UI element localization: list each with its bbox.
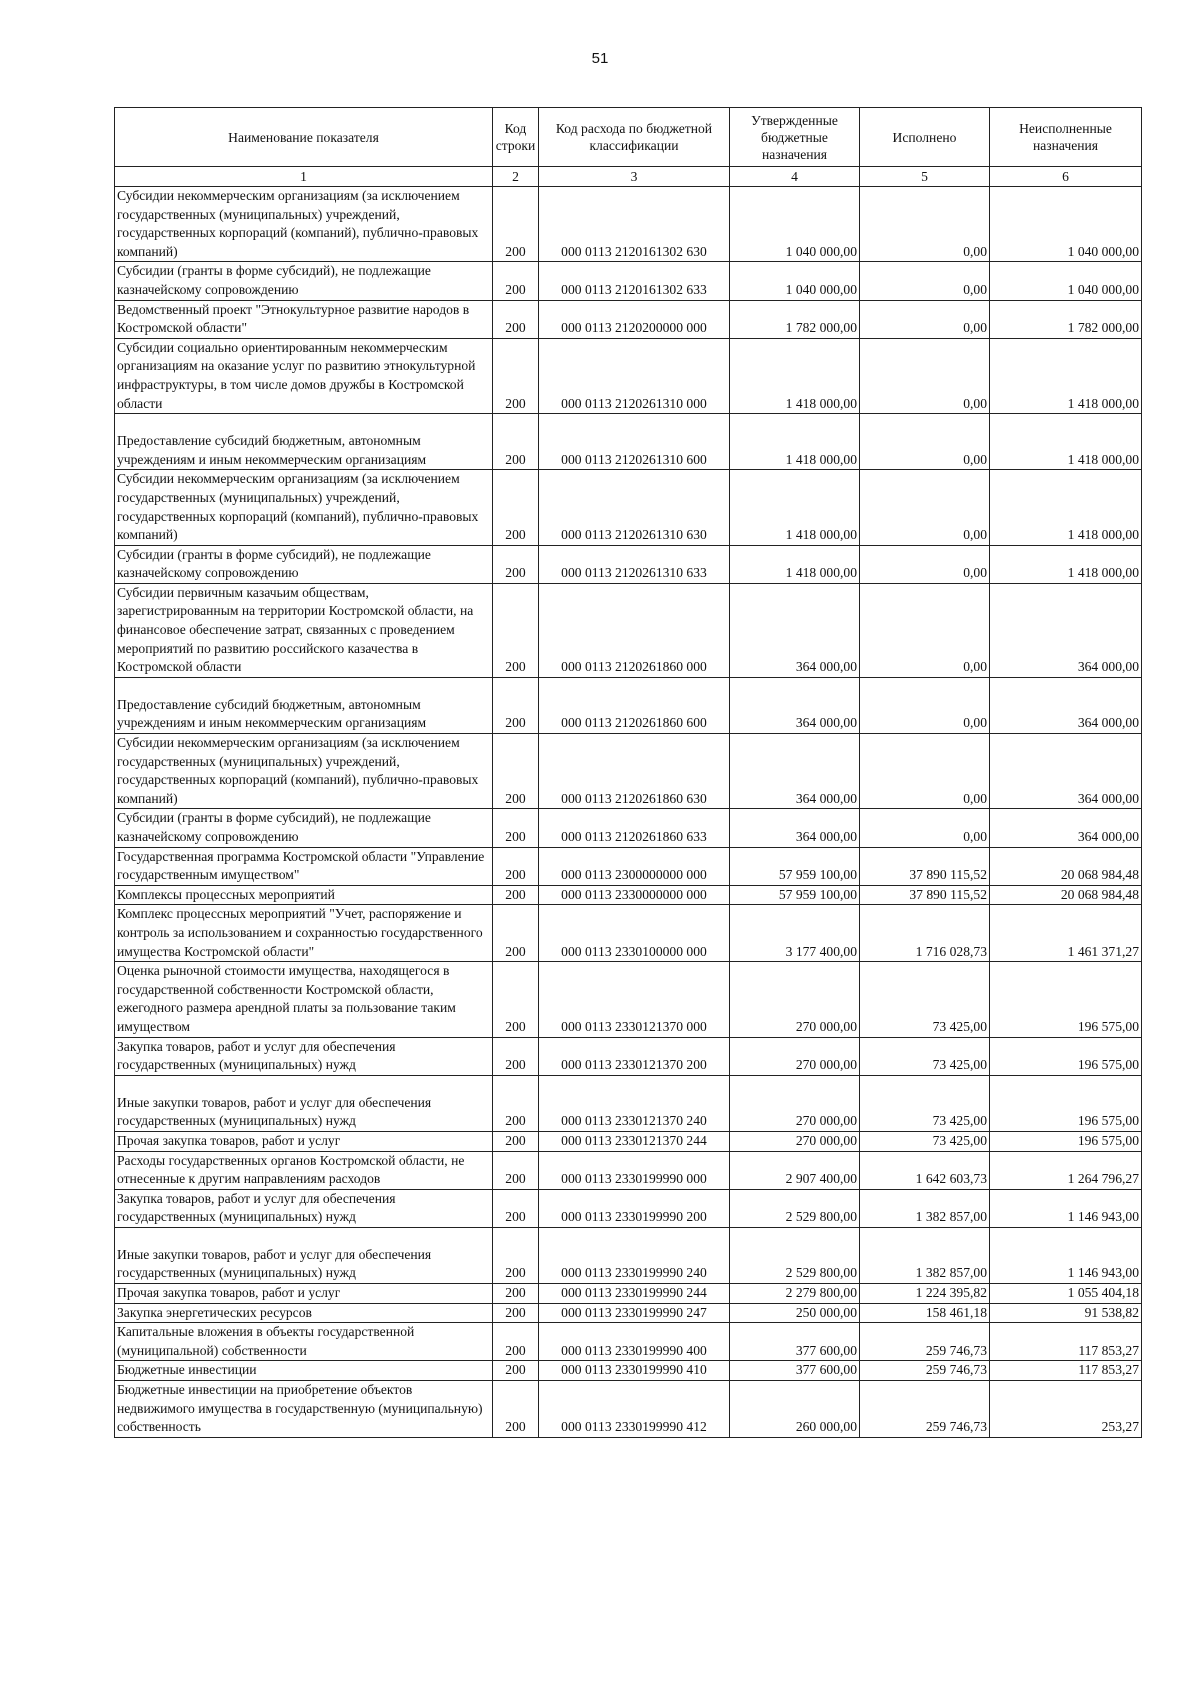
cell-indicator-name: Комплексы процессных мероприятий bbox=[115, 885, 493, 905]
cell-executed: 0,00 bbox=[860, 338, 990, 413]
cell-approved: 250 000,00 bbox=[730, 1303, 860, 1323]
cell-expense-code: 000 0113 2330199990 412 bbox=[539, 1381, 730, 1438]
cell-indicator-name: Предоставление субсидий бюджетным, автономным учреждениям и иным некоммерческим организациям bbox=[115, 677, 493, 733]
cell-approved: 377 600,00 bbox=[730, 1323, 860, 1361]
cell-approved: 270 000,00 bbox=[730, 962, 860, 1037]
cell-approved: 1 418 000,00 bbox=[730, 470, 860, 545]
table-row bbox=[115, 187, 1142, 262]
cell-unexecuted: 1 418 000,00 bbox=[990, 470, 1142, 545]
cell-expense-code: 000 0113 2300000000 000 bbox=[539, 847, 730, 885]
cell-approved: 2 529 800,00 bbox=[730, 1227, 860, 1283]
cell-line-code: 200 bbox=[493, 1323, 539, 1361]
cell-approved: 1 418 000,00 bbox=[730, 545, 860, 583]
table-row bbox=[115, 962, 1142, 1037]
cell-expense-code: 000 0113 2120161302 633 bbox=[539, 262, 730, 300]
table-row bbox=[115, 1189, 1142, 1227]
cell-line-code: 200 bbox=[493, 414, 539, 470]
cell-executed: 37 890 115,52 bbox=[860, 885, 990, 905]
cell-expense-code: 000 0113 2120261860 630 bbox=[539, 734, 730, 809]
cell-executed: 0,00 bbox=[860, 545, 990, 583]
cell-indicator-name: Капитальные вложения в объекты государственной (муниципальной) собственности bbox=[115, 1323, 493, 1361]
table-row bbox=[115, 905, 1142, 962]
cell-approved: 364 000,00 bbox=[730, 677, 860, 733]
cell-unexecuted: 1 418 000,00 bbox=[990, 414, 1142, 470]
cell-unexecuted: 1 146 943,00 bbox=[990, 1189, 1142, 1227]
cell-unexecuted: 196 575,00 bbox=[990, 962, 1142, 1037]
cell-approved: 377 600,00 bbox=[730, 1361, 860, 1381]
cell-unexecuted: 1 146 943,00 bbox=[990, 1227, 1142, 1283]
cell-indicator-name: Закупка товаров, работ и услуг для обеспечения государственных (муниципальных) нужд bbox=[115, 1189, 493, 1227]
cell-executed: 73 425,00 bbox=[860, 1131, 990, 1151]
column-number: 5 bbox=[860, 167, 990, 187]
cell-unexecuted: 1 782 000,00 bbox=[990, 300, 1142, 338]
cell-indicator-name: Субсидии первичным казачьим обществам, зарегистрированным на территории Костромской области, на финансовое обеспечение затрат, связанных с проведением мероприятий по развитию российского казачества в Костромской области bbox=[115, 583, 493, 677]
header-line-code: Код строки bbox=[493, 108, 539, 167]
cell-executed: 37 890 115,52 bbox=[860, 847, 990, 885]
column-number: 1 bbox=[115, 167, 493, 187]
cell-indicator-name: Комплекс процессных мероприятий "Учет, распоряжение и контроль за использованием и сохранностью государственного имущества Костромской области" bbox=[115, 905, 493, 962]
cell-unexecuted: 364 000,00 bbox=[990, 677, 1142, 733]
cell-indicator-name: Субсидии (гранты в форме субсидий), не подлежащие казначейскому сопровождению bbox=[115, 545, 493, 583]
table-row bbox=[115, 734, 1142, 809]
cell-line-code: 200 bbox=[493, 677, 539, 733]
cell-expense-code: 000 0113 2120261860 633 bbox=[539, 809, 730, 847]
table-row bbox=[115, 1381, 1142, 1438]
cell-indicator-name: Предоставление субсидий бюджетным, автономным учреждениям и иным некоммерческим организациям bbox=[115, 414, 493, 470]
cell-expense-code: 000 0113 2120261310 600 bbox=[539, 414, 730, 470]
cell-executed: 1 224 395,82 bbox=[860, 1284, 990, 1304]
cell-executed: 259 746,73 bbox=[860, 1381, 990, 1438]
cell-approved: 2 907 400,00 bbox=[730, 1151, 860, 1189]
cell-line-code: 200 bbox=[493, 1189, 539, 1227]
table-row bbox=[115, 885, 1142, 905]
cell-executed: 0,00 bbox=[860, 677, 990, 733]
table-row bbox=[115, 1323, 1142, 1361]
cell-expense-code: 000 0113 2330199990 400 bbox=[539, 1323, 730, 1361]
page-number: 51 bbox=[591, 50, 609, 67]
cell-expense-code: 000 0113 2120261860 000 bbox=[539, 583, 730, 677]
header-expense-code: Код расхода по бюджетной классификации bbox=[539, 108, 730, 167]
cell-indicator-name: Оценка рыночной стоимости имущества, находящегося в государственной собственности Костромской области, ежегодного размера арендной платы за пользование таким имуществом bbox=[115, 962, 493, 1037]
cell-approved: 364 000,00 bbox=[730, 583, 860, 677]
cell-line-code: 200 bbox=[493, 905, 539, 962]
cell-indicator-name: Субсидии социально ориентированным некоммерческим организациям на оказание услуг по развитию этнокультурной инфраструктуры, в том числе домов дружбы в Костромской области bbox=[115, 338, 493, 413]
cell-expense-code: 000 0113 2330199990 240 bbox=[539, 1227, 730, 1283]
cell-unexecuted: 91 538,82 bbox=[990, 1303, 1142, 1323]
cell-executed: 0,00 bbox=[860, 414, 990, 470]
cell-executed: 1 382 857,00 bbox=[860, 1227, 990, 1283]
table-row bbox=[115, 1303, 1142, 1323]
cell-indicator-name: Субсидии некоммерческим организациям (за исключением государственных (муниципальных) учреждений, государственных корпораций (компаний), публично-правовых компаний) bbox=[115, 734, 493, 809]
table-row bbox=[115, 1361, 1142, 1381]
cell-approved: 57 959 100,00 bbox=[730, 885, 860, 905]
cell-unexecuted: 117 853,27 bbox=[990, 1323, 1142, 1361]
cell-indicator-name: Прочая закупка товаров, работ и услуг bbox=[115, 1131, 493, 1151]
table-row bbox=[115, 1227, 1142, 1283]
cell-line-code: 200 bbox=[493, 1381, 539, 1438]
cell-unexecuted: 1 418 000,00 bbox=[990, 338, 1142, 413]
cell-expense-code: 000 0113 2330199990 244 bbox=[539, 1284, 730, 1304]
table-row bbox=[115, 1151, 1142, 1189]
column-number-row bbox=[115, 167, 1142, 187]
cell-indicator-name: Иные закупки товаров, работ и услуг для обеспечения государственных (муниципальных) нужд bbox=[115, 1075, 493, 1131]
cell-expense-code: 000 0113 2330121370 240 bbox=[539, 1075, 730, 1131]
cell-indicator-name: Субсидии (гранты в форме субсидий), не подлежащие казначейскому сопровождению bbox=[115, 262, 493, 300]
cell-unexecuted: 196 575,00 bbox=[990, 1075, 1142, 1131]
table-row bbox=[115, 300, 1142, 338]
cell-unexecuted: 364 000,00 bbox=[990, 734, 1142, 809]
cell-expense-code: 000 0113 2120261310 630 bbox=[539, 470, 730, 545]
cell-executed: 0,00 bbox=[860, 470, 990, 545]
cell-unexecuted: 1 461 371,27 bbox=[990, 905, 1142, 962]
cell-executed: 73 425,00 bbox=[860, 962, 990, 1037]
cell-line-code: 200 bbox=[493, 262, 539, 300]
cell-approved: 364 000,00 bbox=[730, 809, 860, 847]
cell-line-code: 200 bbox=[493, 1361, 539, 1381]
cell-unexecuted: 196 575,00 bbox=[990, 1037, 1142, 1075]
cell-approved: 1 418 000,00 bbox=[730, 338, 860, 413]
cell-line-code: 200 bbox=[493, 734, 539, 809]
column-number: 6 bbox=[990, 167, 1142, 187]
table-header-row bbox=[115, 108, 1142, 167]
table-body bbox=[115, 187, 1142, 1438]
cell-unexecuted: 1 264 796,27 bbox=[990, 1151, 1142, 1189]
cell-executed: 0,00 bbox=[860, 300, 990, 338]
cell-expense-code: 000 0113 2120200000 000 bbox=[539, 300, 730, 338]
cell-executed: 73 425,00 bbox=[860, 1037, 990, 1075]
table-row bbox=[115, 470, 1142, 545]
cell-line-code: 200 bbox=[493, 1037, 539, 1075]
cell-approved: 3 177 400,00 bbox=[730, 905, 860, 962]
cell-expense-code: 000 0113 2330100000 000 bbox=[539, 905, 730, 962]
cell-unexecuted: 196 575,00 bbox=[990, 1131, 1142, 1151]
cell-expense-code: 000 0113 2330199990 200 bbox=[539, 1189, 730, 1227]
table-row bbox=[115, 1037, 1142, 1075]
cell-unexecuted: 1 040 000,00 bbox=[990, 262, 1142, 300]
table-row bbox=[115, 414, 1142, 470]
header-unexecuted: Неисполненные назначения bbox=[990, 108, 1142, 167]
cell-approved: 1 040 000,00 bbox=[730, 187, 860, 262]
cell-line-code: 200 bbox=[493, 1284, 539, 1304]
table-row bbox=[115, 262, 1142, 300]
cell-indicator-name: Ведомственный проект "Этнокультурное развитие народов в Костромской области" bbox=[115, 300, 493, 338]
cell-expense-code: 000 0113 2120161302 630 bbox=[539, 187, 730, 262]
table-row bbox=[115, 809, 1142, 847]
cell-unexecuted: 20 068 984,48 bbox=[990, 847, 1142, 885]
cell-approved: 270 000,00 bbox=[730, 1131, 860, 1151]
cell-executed: 158 461,18 bbox=[860, 1303, 990, 1323]
cell-line-code: 200 bbox=[493, 962, 539, 1037]
cell-executed: 1 642 603,73 bbox=[860, 1151, 990, 1189]
table-row bbox=[115, 1075, 1142, 1131]
cell-indicator-name: Субсидии некоммерческим организациям (за исключением государственных (муниципальных) учреждений, государственных корпораций (компаний), публично-правовых компаний) bbox=[115, 470, 493, 545]
cell-unexecuted: 1 418 000,00 bbox=[990, 545, 1142, 583]
cell-unexecuted: 1 055 404,18 bbox=[990, 1284, 1142, 1304]
cell-line-code: 200 bbox=[493, 885, 539, 905]
cell-executed: 73 425,00 bbox=[860, 1075, 990, 1131]
cell-approved: 1 040 000,00 bbox=[730, 262, 860, 300]
cell-line-code: 200 bbox=[493, 1227, 539, 1283]
cell-approved: 260 000,00 bbox=[730, 1381, 860, 1438]
cell-expense-code: 000 0113 2120261860 600 bbox=[539, 677, 730, 733]
cell-line-code: 200 bbox=[493, 470, 539, 545]
cell-line-code: 200 bbox=[493, 545, 539, 583]
cell-executed: 1 716 028,73 bbox=[860, 905, 990, 962]
cell-indicator-name: Расходы государственных органов Костромской области, не отнесенные к другим направлениям расходов bbox=[115, 1151, 493, 1189]
cell-indicator-name: Прочая закупка товаров, работ и услуг bbox=[115, 1284, 493, 1304]
cell-line-code: 200 bbox=[493, 338, 539, 413]
column-number: 4 bbox=[730, 167, 860, 187]
cell-line-code: 200 bbox=[493, 1131, 539, 1151]
cell-executed: 259 746,73 bbox=[860, 1323, 990, 1361]
cell-unexecuted: 364 000,00 bbox=[990, 809, 1142, 847]
budget-execution-table bbox=[114, 107, 1142, 1438]
table-row bbox=[115, 338, 1142, 413]
cell-unexecuted: 1 040 000,00 bbox=[990, 187, 1142, 262]
cell-executed: 0,00 bbox=[860, 262, 990, 300]
cell-line-code: 200 bbox=[493, 1075, 539, 1131]
cell-indicator-name: Закупка энергетических ресурсов bbox=[115, 1303, 493, 1323]
cell-approved: 1 418 000,00 bbox=[730, 414, 860, 470]
cell-line-code: 200 bbox=[493, 583, 539, 677]
header-executed: Исполнено bbox=[860, 108, 990, 167]
cell-line-code: 200 bbox=[493, 847, 539, 885]
table-row bbox=[115, 545, 1142, 583]
cell-executed: 0,00 bbox=[860, 809, 990, 847]
cell-executed: 0,00 bbox=[860, 583, 990, 677]
header-indicator-name: Наименование показателя bbox=[115, 108, 493, 167]
cell-executed: 0,00 bbox=[860, 734, 990, 809]
header-approved: Утвержденные бюджетные назначения bbox=[730, 108, 860, 167]
cell-line-code: 200 bbox=[493, 300, 539, 338]
column-number: 2 bbox=[493, 167, 539, 187]
cell-expense-code: 000 0113 2330121370 200 bbox=[539, 1037, 730, 1075]
cell-expense-code: 000 0113 2330121370 000 bbox=[539, 962, 730, 1037]
table-row bbox=[115, 1284, 1142, 1304]
cell-executed: 0,00 bbox=[860, 187, 990, 262]
table-row bbox=[115, 677, 1142, 733]
cell-unexecuted: 117 853,27 bbox=[990, 1361, 1142, 1381]
cell-approved: 270 000,00 bbox=[730, 1075, 860, 1131]
cell-indicator-name: Субсидии некоммерческим организациям (за исключением государственных (муниципальных) учреждений, государственных корпораций (компаний), публично-правовых компаний) bbox=[115, 187, 493, 262]
cell-approved: 1 782 000,00 bbox=[730, 300, 860, 338]
cell-expense-code: 000 0113 2330199990 247 bbox=[539, 1303, 730, 1323]
cell-approved: 2 279 800,00 bbox=[730, 1284, 860, 1304]
cell-expense-code: 000 0113 2120261310 000 bbox=[539, 338, 730, 413]
cell-indicator-name: Государственная программа Костромской области "Управление государственным имуществом" bbox=[115, 847, 493, 885]
cell-executed: 1 382 857,00 bbox=[860, 1189, 990, 1227]
cell-indicator-name: Закупка товаров, работ и услуг для обеспечения государственных (муниципальных) нужд bbox=[115, 1037, 493, 1075]
table-row bbox=[115, 847, 1142, 885]
cell-expense-code: 000 0113 2330121370 244 bbox=[539, 1131, 730, 1151]
cell-indicator-name: Бюджетные инвестиции на приобретение объектов недвижимого имущества в государственную (муниципальную) собственность bbox=[115, 1381, 493, 1438]
cell-executed: 259 746,73 bbox=[860, 1361, 990, 1381]
table-row bbox=[115, 583, 1142, 677]
cell-line-code: 200 bbox=[493, 1151, 539, 1189]
cell-unexecuted: 20 068 984,48 bbox=[990, 885, 1142, 905]
cell-expense-code: 000 0113 2330199990 410 bbox=[539, 1361, 730, 1381]
cell-expense-code: 000 0113 2330000000 000 bbox=[539, 885, 730, 905]
cell-approved: 364 000,00 bbox=[730, 734, 860, 809]
cell-expense-code: 000 0113 2120261310 633 bbox=[539, 545, 730, 583]
cell-approved: 270 000,00 bbox=[730, 1037, 860, 1075]
cell-approved: 57 959 100,00 bbox=[730, 847, 860, 885]
cell-line-code: 200 bbox=[493, 187, 539, 262]
cell-expense-code: 000 0113 2330199990 000 bbox=[539, 1151, 730, 1189]
cell-indicator-name: Субсидии (гранты в форме субсидий), не подлежащие казначейскому сопровождению bbox=[115, 809, 493, 847]
cell-approved: 2 529 800,00 bbox=[730, 1189, 860, 1227]
column-number: 3 bbox=[539, 167, 730, 187]
cell-unexecuted: 253,27 bbox=[990, 1381, 1142, 1438]
cell-line-code: 200 bbox=[493, 1303, 539, 1323]
cell-indicator-name: Бюджетные инвестиции bbox=[115, 1361, 493, 1381]
cell-indicator-name: Иные закупки товаров, работ и услуг для обеспечения государственных (муниципальных) нужд bbox=[115, 1227, 493, 1283]
cell-line-code: 200 bbox=[493, 809, 539, 847]
table-row bbox=[115, 1131, 1142, 1151]
cell-unexecuted: 364 000,00 bbox=[990, 583, 1142, 677]
